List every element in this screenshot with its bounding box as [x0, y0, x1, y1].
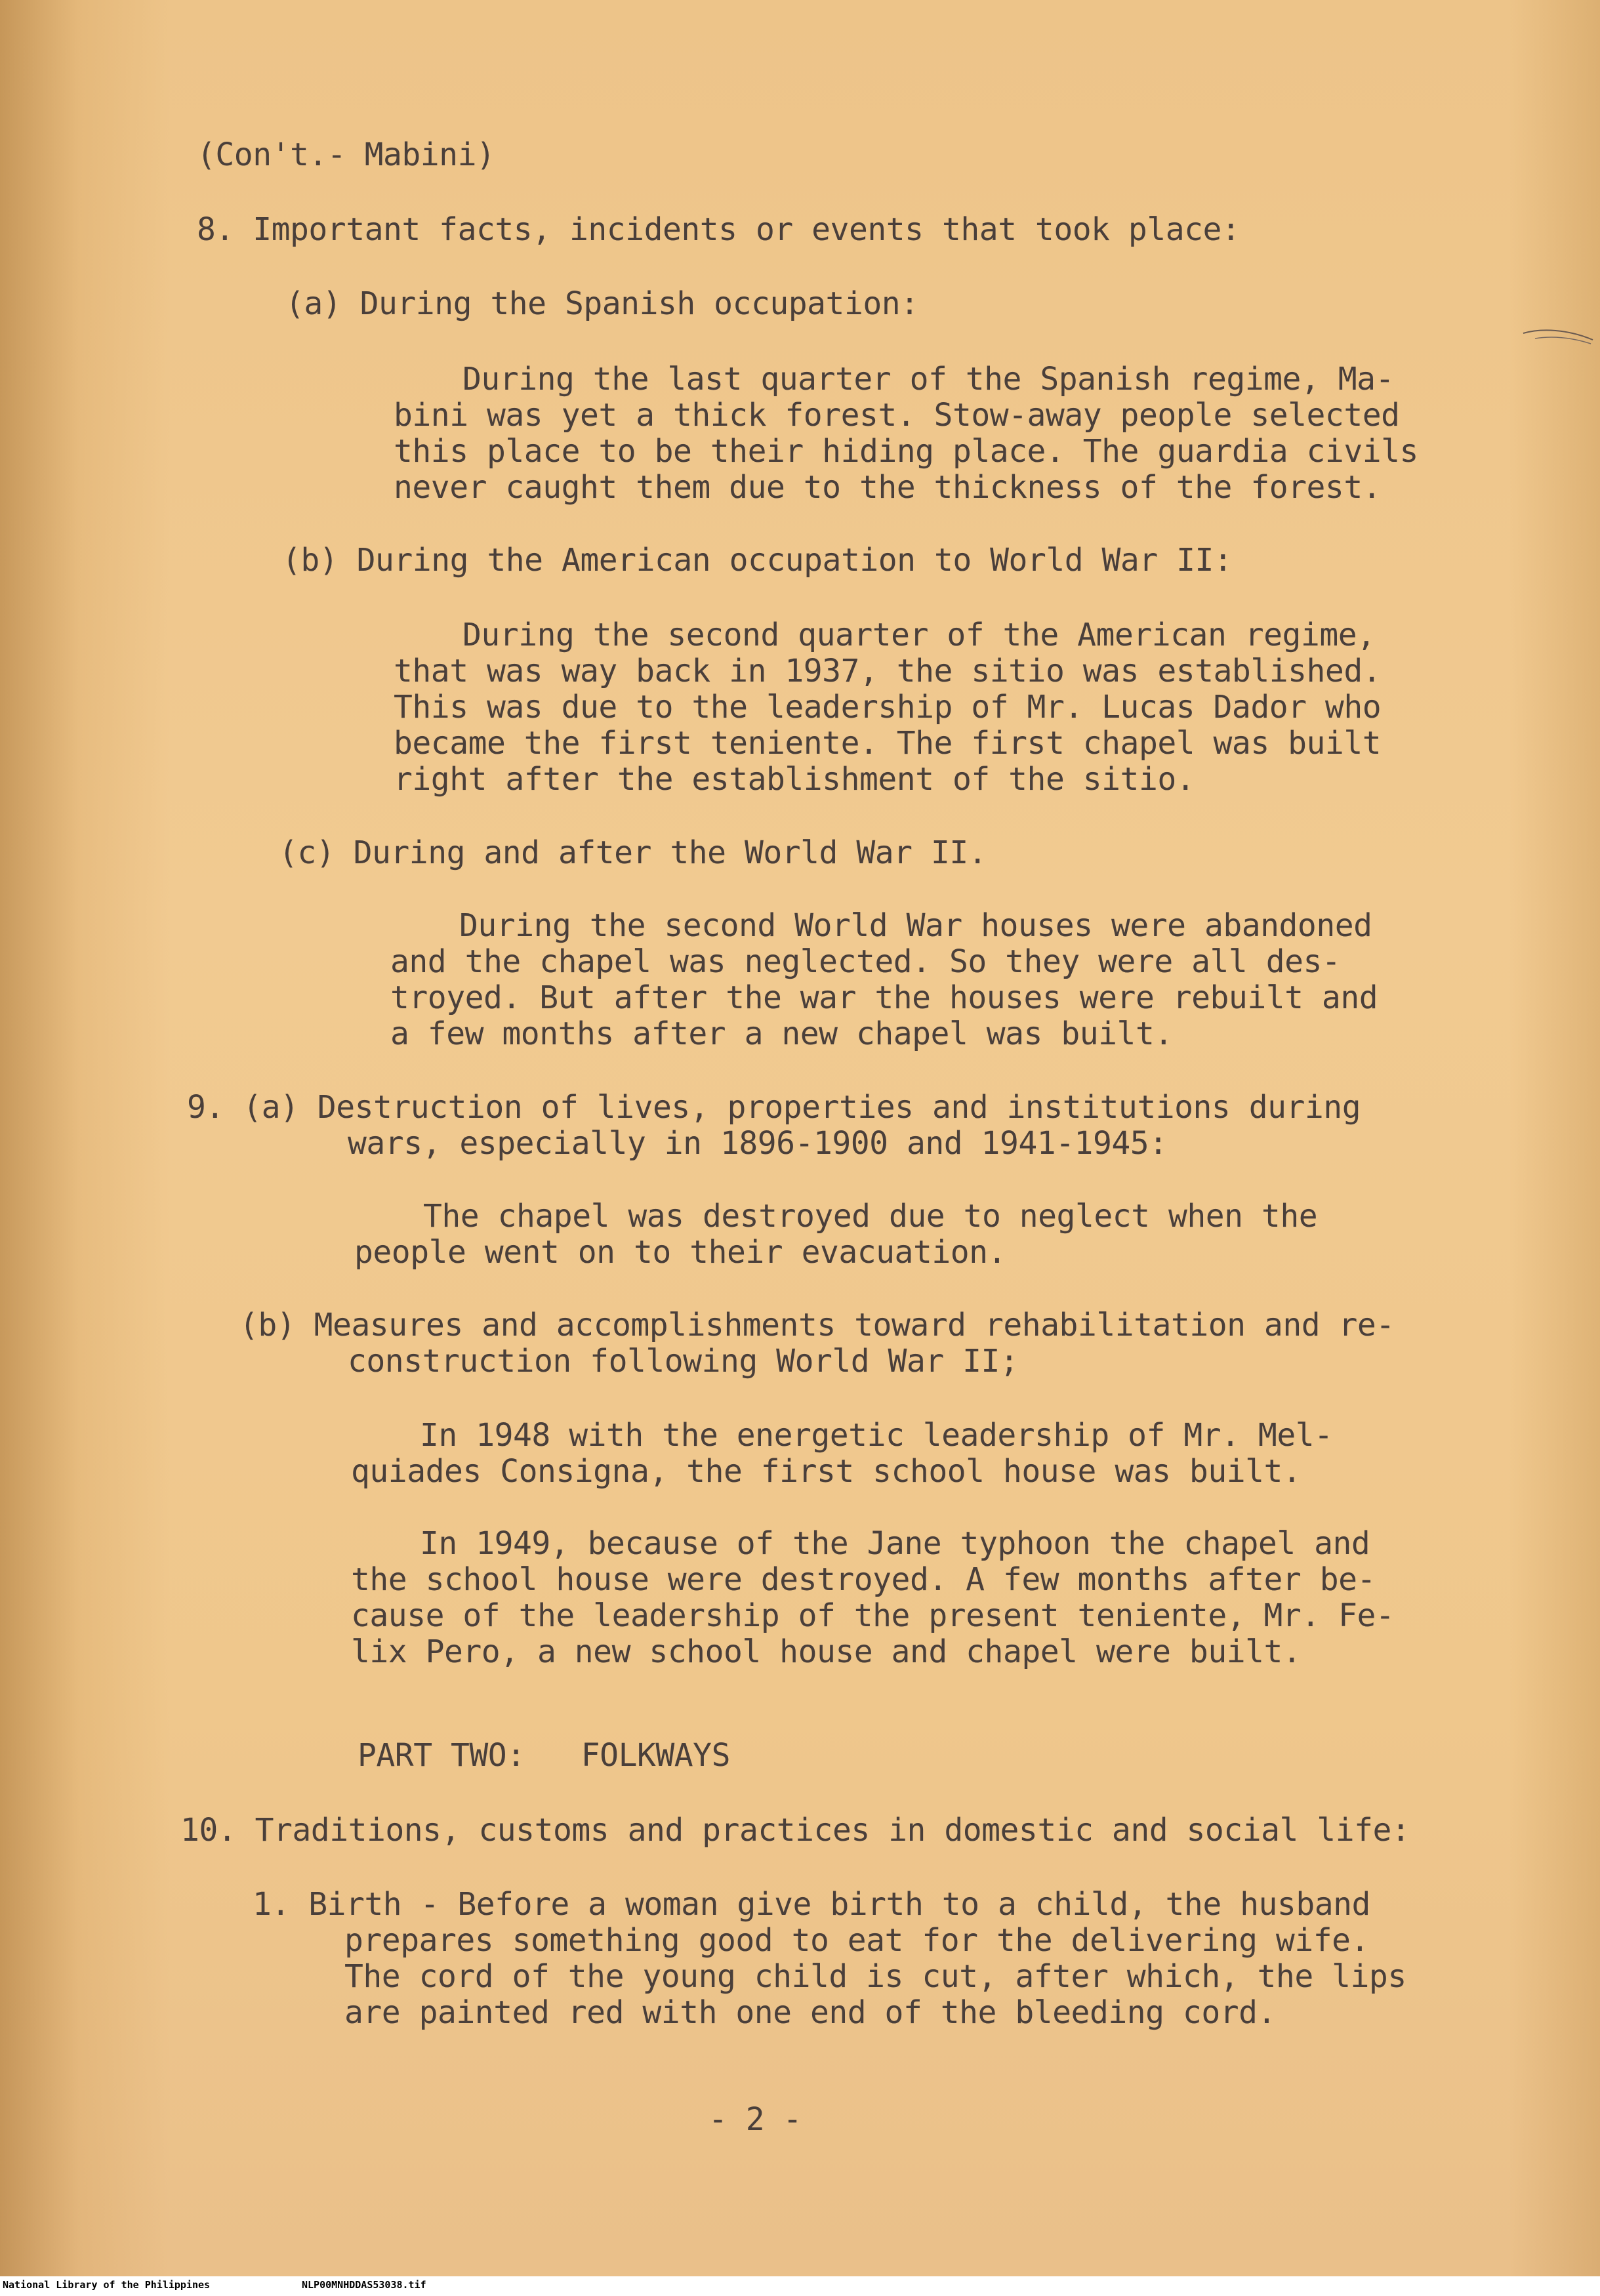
scan-footer	[0, 2276, 1600, 2296]
item-9a-heading: 9. (a) Destruction of lives, properties and institutions during	[187, 1089, 1361, 1126]
item-8c-line: and the chapel was neglected. So they were all des-	[390, 943, 1341, 980]
item-9b-para2-line: cause of the leadership of the present teniente, Mr. Fe-	[351, 1597, 1395, 1634]
item-8b-line: This was due to the leadership of Mr. Lucas Dador who	[394, 689, 1382, 726]
footer-library-name: National Library of the Philippines	[3, 2279, 211, 2291]
continuation-header: (Con't.- Mabini)	[197, 136, 495, 173]
item-9b-para2-line: In 1949, because of the Jane typhoon the chapel and	[420, 1525, 1370, 1562]
item-8b-line: that was way back in 1937, the sitio was established.	[394, 653, 1382, 689]
item-8b-line: became the first teniente. The first chapel was built	[394, 725, 1382, 762]
item-8c-heading: (c) During and after the World War II.	[279, 834, 987, 871]
item-9a-heading-cont: wars, especially in 1896-1900 and 1941-1945:	[348, 1125, 1168, 1162]
item-8a-line: this place to be their hiding place. The guardia civils	[394, 433, 1418, 470]
item-8b-heading: (b) During the American occupation to World War II:	[282, 542, 1233, 579]
part-two-heading: PART TWO: FOLKWAYS	[358, 1737, 730, 1774]
item-8-heading: 8. Important facts, incidents or events that took place:	[197, 211, 1241, 248]
item-9a-line: people went on to their evacuation.	[354, 1234, 1006, 1271]
page-number: - 2 -	[708, 2101, 802, 2138]
item-8c-line: a few months after a new chapel was built.	[390, 1015, 1173, 1052]
item-8a-line: never caught them due to the thickness of the forest.	[394, 469, 1382, 506]
item-8b-line: right after the establishment of the sitio.	[394, 761, 1195, 798]
item-8a-line: bini was yet a thick forest. Stow-away people selected	[394, 397, 1400, 434]
item-9b-para1-line: quiades Consigna, the first school house was built.	[351, 1453, 1302, 1490]
item-9b-heading-cont: construction following World War II;	[348, 1343, 1019, 1380]
birth-line: prepares something good to eat for the delivering wife.	[344, 1922, 1369, 1959]
edge-scratch-mark	[1522, 321, 1594, 348]
item-9a-line: The chapel was destroyed due to neglect when the	[423, 1198, 1318, 1235]
item-9b-heading: (b) Measures and accomplishments toward rehabilitation and re-	[239, 1307, 1395, 1343]
birth-line: are painted red with one end of the bleeding cord.	[344, 1994, 1276, 2031]
item-10-heading: 10. Traditions, customs and practices in domestic and social life:	[180, 1812, 1410, 1849]
item-9b-para2-line: the school house were destroyed. A few months after be-	[351, 1561, 1376, 1598]
item-8c-line: During the second World War houses were abandoned	[459, 907, 1372, 944]
item-8c-line: troyed. But after the war the houses were rebuilt and	[390, 979, 1378, 1016]
item-9b-para2-line: lix Pero, a new school house and chapel were built.	[351, 1633, 1302, 1670]
birth-line: The cord of the young child is cut, after which, the lips	[344, 1958, 1406, 1995]
footer-file-name: NLP00MNHDDAS53038.tif	[302, 2279, 426, 2291]
item-9b-para1-line: In 1948 with the energetic leadership of Mr. Mel-	[420, 1417, 1333, 1454]
item-8a-line: During the last quarter of the Spanish regime, Ma-	[462, 361, 1394, 398]
birth-line: 1. Birth - Before a woman give birth to a child, the husband	[253, 1886, 1370, 1923]
item-8b-line: During the second quarter of the American regime,	[462, 617, 1376, 653]
item-8a-heading: (a) During the Spanish occupation:	[285, 285, 919, 322]
